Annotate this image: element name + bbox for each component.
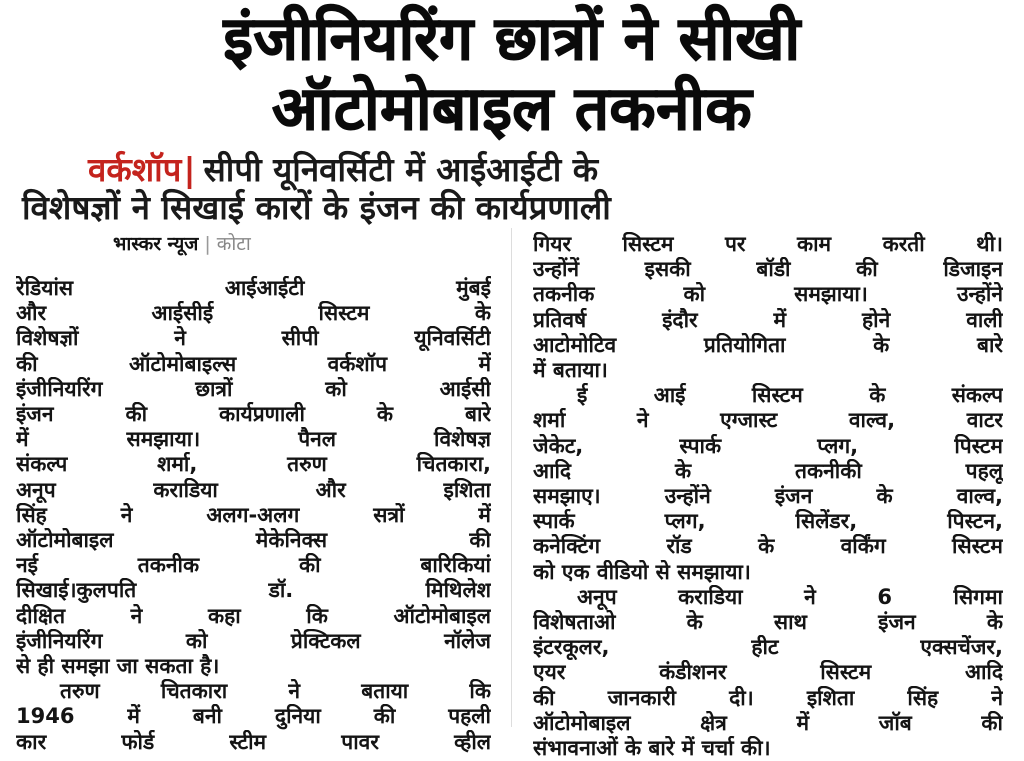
article-line: कार फोर्ड स्टीम पावर व्हील	[16, 729, 491, 754]
article-line: इंजीनियरिंग को प्रेक्टिकल नॉलेज	[16, 628, 491, 653]
article-line: आटोमोटिव प्रतियोगिता के बारे	[533, 332, 1003, 357]
article-line: में बताया।	[533, 358, 608, 383]
article-line: आदि के तकनीकी पहलू	[533, 458, 1003, 483]
article-line: दीक्षित ने कहा कि ऑटोमोबाइल	[16, 603, 491, 628]
article-line: तकनीक को समझाया। उन्होंने	[533, 282, 1003, 307]
article-column-1	[16, 276, 491, 755]
byline-city: कोटा	[216, 233, 251, 255]
deck-kicker: वर्कशॉप	[88, 150, 182, 189]
deck-line-1	[88, 150, 1024, 190]
article-line: की ऑटोमोबाइल्स वर्कशॉप में	[16, 351, 491, 376]
article-line: ऑटोमोबाइल क्षेत्र में जॉब की	[533, 710, 1003, 735]
article-line: की जानकारी दी। इशिता सिंह ने	[533, 685, 1003, 710]
article-line: रेडियांस आईआईटी मुंबई	[16, 276, 491, 300]
article-line: विशेषज्ञों ने सीपी यूनिवर्सिटी	[16, 326, 491, 351]
article-line: गियर सिस्टम पर काम करती थी।	[533, 232, 1003, 256]
headline-line-1: इंजीनियरिंग छात्रों ने सीखी	[223, 4, 801, 74]
article-line: प्रतिवर्ष इंदौर में होने वाली	[533, 307, 1003, 332]
article-line: ऑटोमोबाइल मेकेनिक्स की	[16, 528, 491, 553]
article-line: संभावनाओं के बारे में चर्चा की।	[533, 736, 771, 761]
article-line: स्पार्क प्लग, सिलेंडर, पिस्टन,	[533, 509, 1003, 534]
deck-text-1: सीपी यूनिवर्सिटी में आईआईटी के	[203, 150, 599, 189]
article-line: ई आई सिस्टम के संकल्प	[577, 383, 1003, 408]
article-line: विशेषताओ के साथ इंजन के	[533, 610, 1003, 635]
article-line: इंजन की कार्यप्रणाली के बारे	[16, 402, 491, 427]
article-line: इंजीनियरिंग छात्रों को आईसी	[16, 376, 491, 401]
article-line: नई तकनीक की बारिकियां	[16, 553, 491, 578]
byline-divider: |	[204, 233, 211, 255]
byline-source: भास्कर न्यूज	[113, 233, 199, 255]
article-column-2	[533, 232, 1003, 761]
article-line: शर्मा ने एग्जास्ट वाल्व, वाटर	[533, 408, 1003, 433]
headline-line-2: ऑटोमोबाइल तकनीक	[271, 74, 753, 144]
kicker-divider: |	[183, 150, 196, 189]
article-line: सिंह ने अलग-अलग सत्रों में	[16, 502, 491, 527]
article-line: समझाए। उन्होंने इंजन के वाल्व,	[533, 484, 1003, 509]
column-divider	[511, 228, 512, 727]
article-line: अनूप कराडिया और इशिता	[16, 477, 491, 502]
article-line: उन्होंनें इसकी बॉडी की डिजाइन	[533, 257, 1003, 282]
byline	[113, 230, 251, 256]
article-line: संकल्प शर्मा, तरुण चितकारा,	[16, 452, 491, 477]
article-line: को एक वीडियो से समझाया।	[533, 559, 751, 584]
article-line: से ही समझा जा सकता है।	[16, 654, 220, 679]
article-line: में समझाया। पैनल विशेषज्ञ	[16, 427, 491, 452]
article-line: सिखाई।कुलपति डॉ. मिथिलेश	[16, 578, 491, 603]
article-line: अनूप कराडिया ने 6 सिगमा	[577, 584, 1003, 609]
article-line: कनेक्टिंग रॉड के वर्किंग सिस्टम	[533, 534, 1003, 559]
article-line: इंटरकूलर, हीट एक्सचेंजर,	[533, 635, 1003, 660]
article-line: 1946 में बनी दुनिया की पहली	[16, 704, 491, 729]
deck-line-2: विशेषज्ञों ने सिखाई कारों के इंजन की कार्यप्रणाली	[22, 188, 611, 227]
article-line: जेकेट, स्पार्क प्लग, पिस्टम	[533, 433, 1003, 458]
article-line: और आईसीई सिस्टम के	[16, 301, 491, 326]
article-line: तरुण चितकारा ने बताया कि	[60, 679, 491, 704]
article-line: एयर कंडीशनर सिस्टम आदि	[533, 660, 1003, 685]
